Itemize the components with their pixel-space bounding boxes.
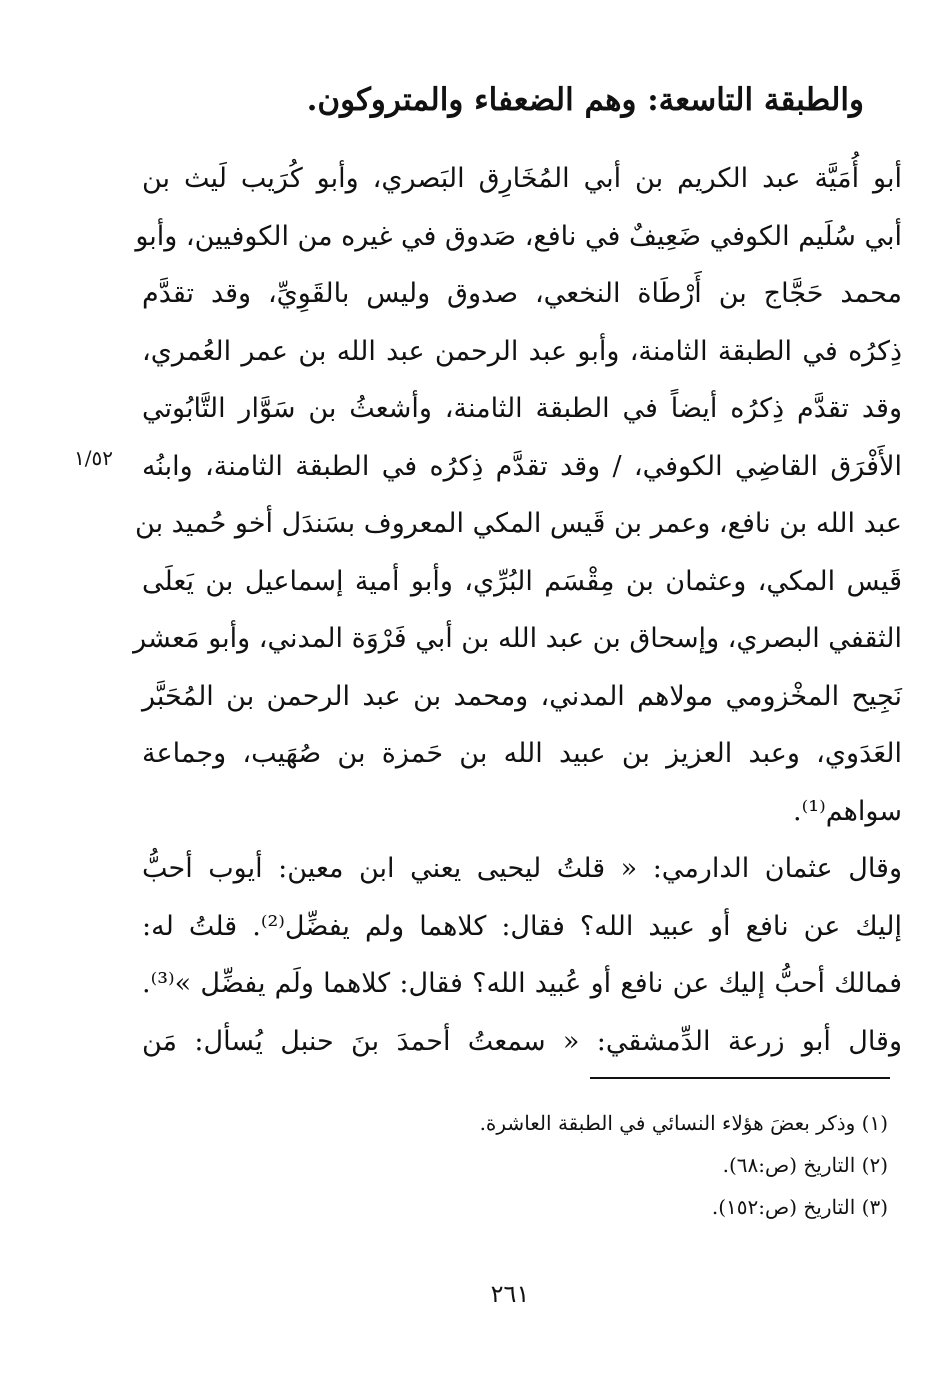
text-line: العَدَوي، وعبد العزيز بن عبيد الله بن حَمزة بن صُهَيب، وجماعة [142,738,902,769]
text-line: الثقفي البصري، وإسحاق بن عبد الله بن أبي فَرْوَة المدني، وأبو مَعشر [133,623,902,654]
main-text [133,150,902,1070]
margin-page-reference: ١/٥٢ [74,446,113,470]
footnotes [128,1102,888,1228]
text-line: أبو أُمَيَّة عبد الكريم بن أبي المُخَارِق البَصري، وأبو كُرَيب لَيث بن [142,163,902,194]
page-number: ٢٦١ [490,1280,530,1308]
text-line: الأَفْرَق القاضِي الكوفي، / وقد تقدَّم ذِكرُه في الطبقة الثامنة، وابنُه [142,450,902,482]
text-line: أبي سُلَيم الكوفي ضَعِيفٌ في نافع، صَدوق في غيره من الكوفيين، وأبو [135,220,902,252]
text-line: ذِكرُه في الطبقة الثامنة، وأبو عبد الرحمن عبد الله بن عمر العُمري، [142,335,902,367]
text-line: سواهم⁽¹⁾. [793,795,902,827]
text-line: إليك عن نافع أو عبيد الله؟ فقال: كلاهما ولم يفضِّل⁽²⁾. قلتُ له: [142,910,902,942]
text-line: قَيس المكي، وعثمان بن مِقْسَم البُرِّي، وأبو أمية إسماعيل بن يَعلَى [142,565,902,597]
footnote-divider [590,1077,890,1079]
text-line: فمالك أحبُّ إليك عن نافع أو عُبيد الله؟ فقال: كلاهما ولَم يفضِّل »⁽³⁾. [142,968,902,999]
text-line: وقد تقدَّم ذِكرُه أيضاً في الطبقة الثامنة، وأشعثُ بن سَوَّار التَّابُوتي [142,393,902,424]
section-heading: والطبقة التاسعة: وهم الضعفاء والمتروكون. [306,82,864,118]
footnote: (٢) التاريخ (ص:٦٨). [722,1153,888,1177]
text-line: محمد حَجَّاج بن أَرْطَاة النخعي، صدوق وليس بالقَوِيِّ، وقد تقدَّم [142,278,902,309]
footnote: (١) وذكر بعضَ هؤلاء النسائي في الطبقة العاشرة. [479,1111,888,1135]
text-line: نَجِيح المخْزومي مولاهم المدني، ومحمد بن عبد الرحمن بن المُحَبَّر [142,680,902,712]
text-line: عبد الله بن نافع، وعمر بن قَيس المكي المعروف بسَندَل أخو حُميد بن [135,508,902,539]
footnote: (٣) التاريخ (ص:١٥٢). [711,1195,888,1219]
text-line: وقال أبو زرعة الدِّمشقي: « سمعتُ أحمدَ بنَ حنبل يُسأل: مَن [142,1025,902,1057]
text-line: وقال عثمان الدارمي: « قلتُ ليحيى يعني ابن معين: أيوب أحبُّ [142,853,902,884]
